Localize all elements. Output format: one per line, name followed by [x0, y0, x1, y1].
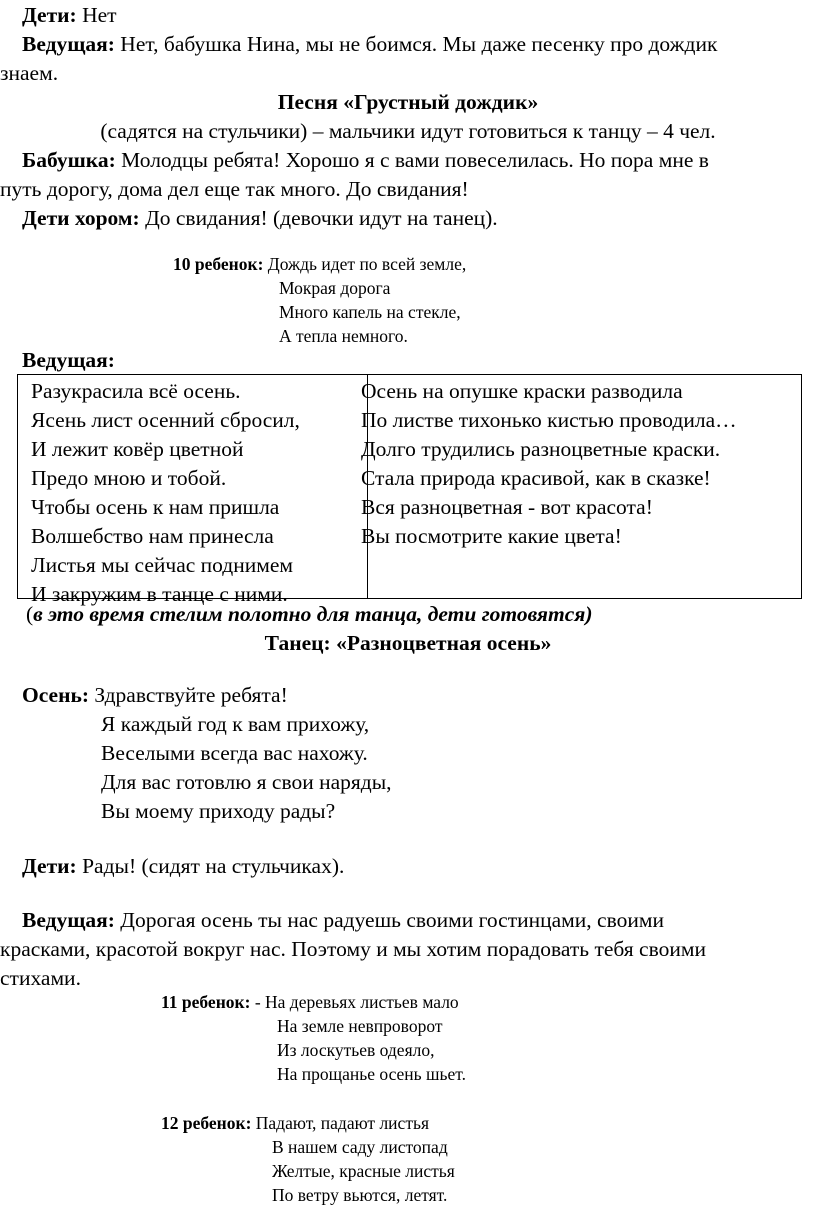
table-cell-line: Листья мы сейчас поднимем	[31, 553, 293, 577]
stage-note-text: в это время стелим полотно для танца, дети готовятся)	[33, 602, 593, 626]
poem-11-line-3	[277, 1038, 434, 1062]
table-cell-line: И лежит ковёр цветной	[31, 437, 244, 461]
poem-line: Вы моему приходу рады?	[101, 799, 336, 823]
table-cell-line: Стала природа красивой, как в сказке!	[361, 466, 711, 490]
poem-12-line-1	[161, 1111, 429, 1135]
speaker-label: Ведущая:	[22, 32, 115, 56]
poem-11-line-1	[161, 990, 459, 1014]
song-title-text: Песня «Грустный дождик»	[277, 90, 539, 114]
table-cell-line: Вся разноцветная - вот красота!	[361, 495, 653, 519]
speaker-label: Дети:	[22, 3, 77, 27]
line-host-1-cont	[0, 59, 58, 88]
table-cell-line: Предо мною и тобой.	[31, 466, 227, 490]
table-cell-line: Чтобы осень к нам пришла	[31, 495, 280, 519]
table-cell-line: Осень на опушке краски разводила	[361, 379, 683, 403]
poem-line: Из лоскутьев одеяло,	[277, 1040, 435, 1060]
poem-12-line-2	[272, 1135, 448, 1159]
table-cell-line: Долго трудились разноцветные краски.	[361, 437, 721, 461]
line-text: красками, красотой вокруг нас. Поэтому и мы хотим порадовать тебя своими	[0, 937, 706, 961]
table-cell-line: Разукрасила всё осень.	[31, 379, 241, 403]
autumn-line-2	[101, 710, 369, 739]
poem-line: На земле невпроворот	[277, 1016, 443, 1036]
table-cell-line: И закружим в танце с ними.	[31, 582, 288, 606]
line-children-chorus	[22, 204, 498, 233]
poem-line: Здравствуйте ребята!	[89, 683, 288, 707]
line-text: Рады! (сидят на стульчиках).	[76, 854, 345, 878]
line-children-glad	[22, 852, 344, 881]
line-grandma-cont	[0, 175, 469, 204]
poem-10-line-1	[173, 252, 466, 276]
poem-line: Я каждый год к вам прихожу,	[101, 712, 370, 736]
line-text: Нет, бабушка Нина, мы не боимся. Мы даже песенку про дождик	[114, 32, 718, 56]
table-cell-line: По листве тихонько кистью проводила…	[361, 408, 737, 432]
poem-line: В нашем саду листопад	[272, 1137, 448, 1157]
poem-line: Желтые, красные листья	[272, 1161, 455, 1181]
table-right-column	[361, 377, 737, 551]
host-label-line	[22, 346, 115, 375]
speaker-label: Бабушка:	[22, 148, 116, 172]
line-text: До свидания! (девочки идут на танец).	[139, 206, 498, 230]
poem-10-line-2	[279, 276, 390, 300]
speaker-label: 11 ребенок:	[161, 992, 251, 1012]
speaker-label: 10 ребенок:	[173, 254, 264, 274]
speaker-label: Дети хором:	[22, 206, 140, 230]
line-grandma	[22, 146, 709, 175]
line-text: Молодцы ребята! Хорошо я с вами повеселилась. Но пора мне в	[115, 148, 709, 172]
poem-line: А тепла немного.	[279, 326, 408, 346]
dance-title-text: Танец: «Разноцветная осень»	[264, 631, 552, 655]
poem-10-line-3	[279, 300, 461, 324]
speaker-label: 12 ребенок:	[161, 1113, 252, 1133]
poem-line: Дождь идет по всей земле,	[263, 254, 467, 274]
poem-11-line-2	[277, 1014, 442, 1038]
table-left-column	[31, 377, 300, 609]
line-text: стихами.	[0, 966, 81, 990]
line-text: путь дорогу, дома дел еще так много. До свидания!	[0, 177, 469, 201]
poem-line: Веселыми всегда вас нахожу.	[101, 741, 368, 765]
poem-line: - На деревьях листьев мало	[250, 992, 459, 1012]
poem-12-line-4	[272, 1183, 447, 1207]
speaker-label: Осень:	[22, 683, 89, 707]
song-note-text: (садятся на стульчики) – мальчики идут готовиться к танцу – 4 чел.	[100, 119, 716, 143]
autumn-line-3	[101, 739, 368, 768]
line-host-2-cont-2	[0, 964, 81, 993]
autumn-line-5	[101, 797, 335, 826]
poem-line: На прощанье осень шьет.	[277, 1064, 466, 1084]
table-cell-line: Вы посмотрите какие цвета!	[361, 524, 622, 548]
poem-line: Для вас готовлю я свои наряды,	[101, 770, 392, 794]
song-note	[0, 117, 816, 146]
table-cell-line: Ясень лист осенний сбросил,	[31, 408, 300, 432]
line-children-no	[22, 1, 117, 30]
poem-12-line-3	[272, 1159, 455, 1183]
speaker-label: Дети:	[22, 854, 77, 878]
poem-line: Мокрая дорога	[279, 278, 391, 298]
stage-note	[26, 600, 593, 629]
poem-11-line-4	[277, 1062, 466, 1086]
poem-line: Много капель на стекле,	[279, 302, 461, 322]
poem-line: По ветру вьются, летят.	[272, 1185, 448, 1205]
autumn-line-1	[22, 681, 288, 710]
line-text: Дорогая осень ты нас радуешь своими гостинцами, своими	[114, 908, 664, 932]
poem-table	[17, 374, 802, 606]
poem-line: Падают, падают листья	[251, 1113, 429, 1133]
line-host-2	[22, 906, 664, 935]
stage-note-paren: (	[26, 602, 34, 626]
speaker-label: Ведущая:	[22, 348, 115, 372]
line-text: Нет	[76, 3, 117, 27]
line-host-1	[22, 30, 717, 59]
autumn-line-4	[101, 768, 392, 797]
poem-10-line-4	[279, 324, 408, 348]
song-title	[0, 88, 816, 117]
dance-title	[0, 629, 816, 658]
line-text: знаем.	[0, 61, 59, 85]
speaker-label: Ведущая:	[22, 908, 115, 932]
table-cell-line: Волшебство нам принесла	[31, 524, 274, 548]
line-host-2-cont	[0, 935, 706, 964]
